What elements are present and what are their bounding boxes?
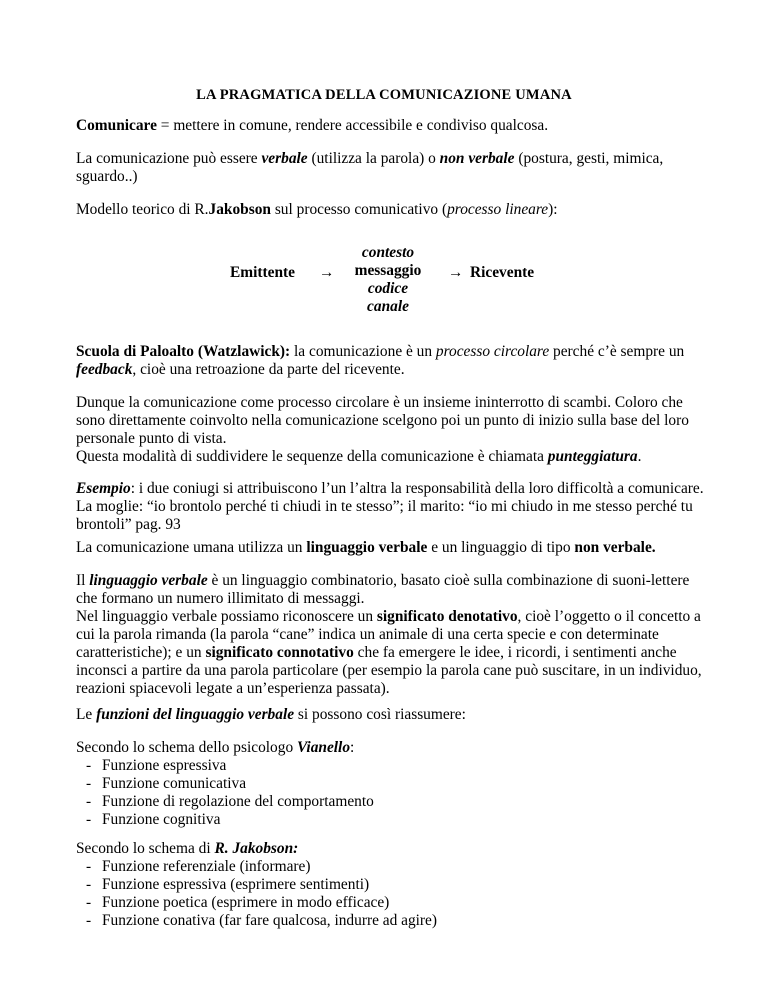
text: Il (76, 572, 90, 589)
verbal-language-paragraph (76, 572, 706, 698)
language-paragraph (76, 539, 706, 557)
channel-label: canale (367, 298, 409, 315)
text: : i due coniugi si attribuiscono l’un l’altra la responsabilità della loro difficoltà a comunicare. La moglie: “io brontolo perché ti chiudi in te stesso”; il marito: “io mi chiudo in me stesso perché tu brontoli” pag. 93 (76, 480, 704, 533)
list-item: - Funzione cognitiva (86, 811, 706, 829)
term-verbal-language: linguaggio verbale (89, 572, 208, 589)
term-circular-process: processo circolare (435, 343, 550, 360)
text: La comunicazione può essere (76, 150, 262, 167)
document-title: LA PRAGMATICA DELLA COMUNICAZIONE UMANA (196, 87, 572, 103)
text: che fa emergere le idee, i ricordi, i sentimenti anche inconsci a partire da una parola particolare (per esempio la parola cane può suscitare, in un individuo, reazioni spiacevoli legate a un’esperienza passata). (76, 644, 702, 697)
text: Questa modalità di suddividere le sequenze della comunicazione è chiamata (76, 448, 548, 465)
text: Secondo lo schema di (76, 840, 215, 857)
text: Modello teorico di R. (76, 201, 209, 218)
term-non-verbale: non verbale (439, 150, 515, 167)
text: Secondo lo schema dello psicologo (76, 739, 297, 756)
example-label: Esempio (76, 480, 131, 497)
text: perché c’è sempre un (549, 343, 685, 360)
list-item: - Funzione conativa (far fare qualcosa, indurre ad agire) (86, 912, 706, 930)
term-feedback: feedback (76, 361, 133, 378)
text: la comunicazione è un (290, 343, 436, 360)
jakobson-section (76, 840, 706, 930)
term-comunicare: Comunicare (76, 117, 157, 134)
school-label: Scuola di Paloalto (Watzlawick): (76, 343, 291, 360)
emitter-label: Emittente (230, 264, 295, 281)
paloalto-paragraph (76, 343, 706, 379)
list-item: - Funzione poetica (esprimere in modo efficace) (86, 894, 706, 912)
list-item: - Funzione espressiva (86, 757, 706, 775)
vianello-list (76, 757, 706, 829)
receiver-label: Ricevente (470, 264, 535, 281)
term-punteggiatura: punteggiatura (547, 448, 638, 465)
verbal-paragraph (76, 150, 706, 186)
text: (postura, gesti, mimica, sguardo..) (76, 150, 664, 185)
functions-intro-paragraph (76, 706, 706, 724)
text: . (637, 448, 642, 465)
circular-process-paragraph (76, 394, 706, 466)
list-item: - Funzione di regolazione del comportamento (86, 793, 706, 811)
term-linear-process: processo lineare (447, 201, 549, 218)
model-paragraph (76, 201, 706, 219)
communication-diagram (0, 244, 768, 324)
term-connotative: significato connotativo (205, 644, 354, 661)
term-verbal-language: linguaggio verbale (306, 539, 428, 556)
list-item: - Funzione referenziale (informare) (86, 858, 706, 876)
term-nonverbal: non verbale. (574, 539, 656, 556)
name-vianello: Vianello (297, 739, 351, 756)
text: e un linguaggio di tipo (427, 539, 575, 556)
text: (utilizza la parola) o (307, 150, 440, 167)
text: Nel linguaggio verbale possiamo riconoscere un (76, 608, 377, 625)
vianello-heading (76, 739, 706, 757)
code-label: codice (367, 280, 409, 297)
jakobson-list (76, 858, 706, 930)
term-functions: funzioni del linguaggio verbale (96, 706, 295, 723)
text: , cioè l’oggetto o il concetto a cui la parola rimanda (la parola “cane” indica un animale di una certa specie e con determinate caratteristiche); e un (76, 608, 701, 661)
text: Le (76, 706, 97, 723)
name-jakobson: Jakobson (208, 201, 271, 218)
text: si possono così riassumere: (294, 706, 466, 723)
text: ): (548, 201, 558, 218)
message-stack (338, 244, 438, 316)
text: , cioè una retroazione da parte del ricevente. (132, 361, 405, 378)
text: è un linguaggio combinatorio, basato cioè sulla combinazione di suoni-lettere che formano un numero illimitato di messaggi. (76, 572, 690, 607)
term-verbale: verbale (261, 150, 308, 167)
context-label: contesto (361, 244, 415, 261)
term-denotative: significato denotativo (376, 608, 518, 625)
jakobson-heading (76, 840, 706, 858)
list-item: - Funzione comunicativa (86, 775, 706, 793)
arrow-right-icon: → (319, 264, 335, 281)
definition-text: = mettere in comune, rendere accessibile e condiviso qualcosa. (156, 117, 549, 134)
message-label: messaggio (354, 262, 422, 279)
name-jakobson: R. Jakobson: (214, 840, 299, 857)
example-paragraph (76, 480, 706, 534)
text: Dunque la comunicazione come processo circolare è un insieme ininterrotto di scambi. Coloro che sono direttamente coinvolto nella comunicazione scelgono poi un punto di inizio sulla base del loro personale punto di vista. (76, 394, 689, 447)
list-item: - Funzione espressiva (esprimere sentimenti) (86, 876, 706, 894)
arrow-right-icon: → (448, 264, 464, 281)
text: sul processo comunicativo ( (270, 201, 448, 218)
text: La comunicazione umana utilizza un (76, 539, 307, 556)
definition-paragraph (76, 117, 706, 135)
vianello-section (76, 739, 706, 829)
text: : (350, 739, 355, 756)
